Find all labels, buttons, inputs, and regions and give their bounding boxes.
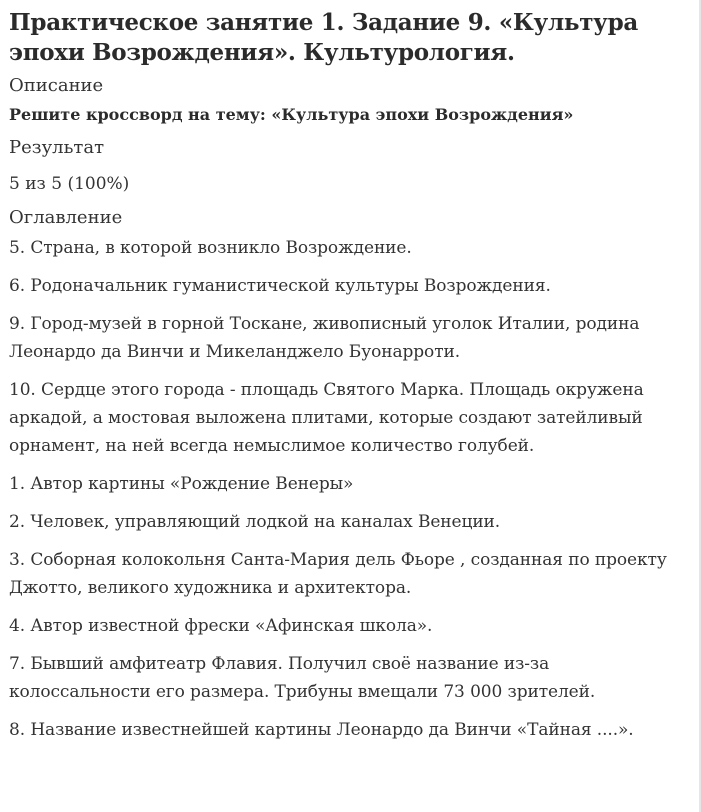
- result-value: 5 из 5 (100%): [9, 174, 130, 194]
- list-item: 2. Человек, управляющий лодкой на каналах Венеции.: [9, 512, 501, 532]
- list-item: 9. Город-музей в горной Тоскане, живописный уголок Италии, родина Леонардо да Винчи и Микеланджело Буонарроти.: [9, 314, 640, 362]
- page-title: Практическое занятие 1. Задание 9. «Культура эпохи Возрождения». Культурология.: [9, 9, 638, 66]
- list-item: 5. Страна, в которой возникло Возрождение.: [9, 238, 412, 258]
- result-label: Результат: [9, 137, 105, 158]
- list-item: 8. Название известнейшей картины Леонардо да Винчи «Тайная ....».: [9, 720, 634, 740]
- list-item: 3. Соборная колокольня Санта-Мария дель Фьоре , созданная по проекту Джотто, великого художника и архитектора.: [9, 550, 667, 598]
- list-item: 4. Автор известной фрески «Афинская школа».: [9, 616, 433, 636]
- list-item: 1. Автор картины «Рождение Венеры»: [9, 474, 354, 494]
- toc-label: Оглавление: [9, 207, 123, 228]
- description-label: Описание: [9, 75, 104, 96]
- crossword-questions-list: [9, 234, 692, 744]
- list-item: 10. Сердце этого города - площадь Святого Марка. Площадь окружена аркадой, а мостовая выложена плитами, которые создают затейливый орнамент, на ней всегда немыслимое количество голубей.: [9, 380, 644, 456]
- list-item: 6. Родоначальник гуманистической культуры Возрождения.: [9, 276, 551, 296]
- task-text: Решите кроссворд на тему: «Культура эпохи Возрождения»: [9, 105, 574, 124]
- list-item: 7. Бывший амфитеатр Флавия. Получил своё название из-за колоссальности его размера. Трибуны вмещали 73 000 зрителей.: [9, 654, 596, 702]
